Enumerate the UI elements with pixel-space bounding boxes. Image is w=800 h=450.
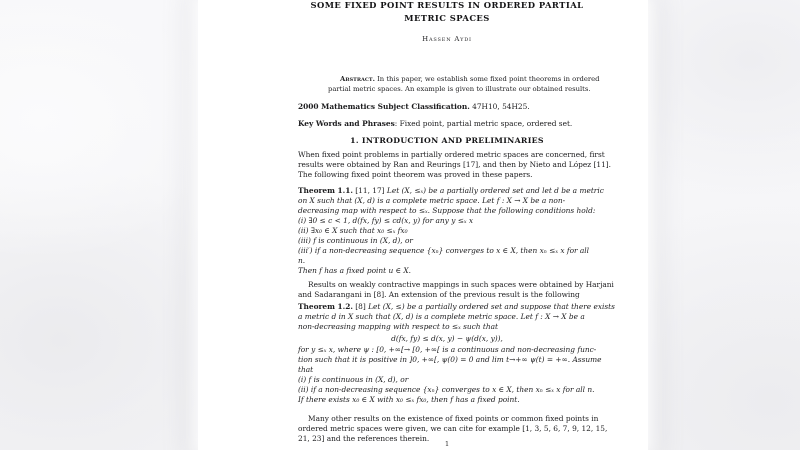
text-line: Then f has a fixed point u ∈ X. <box>298 266 412 275</box>
theorem-head-line <box>298 302 615 312</box>
abstract-line-2: partial metric spaces. An example is given to illustrate our obtained results. <box>328 84 591 93</box>
text-line: Results on weakly contractive mappings in such spaces were obtained by Harjani <box>308 280 614 289</box>
theorem-label: Theorem 1.2. <box>298 302 353 311</box>
text-line: (ii) if a non-decreasing sequence {xₙ} converges to x ∈ X, then xₙ ≤ₓ x for all n. <box>298 385 595 394</box>
text-line: (iii′) if a non-decreasing sequence {xₙ} converges to x ∈ X, then xₙ ≤ₓ x for all <box>298 246 590 255</box>
text-column <box>298 0 615 450</box>
text-line: (i) ∃0 ≤ c < 1, d(fx, fy) ≤ cd(x, y) for any y ≤ₓ x <box>298 216 474 225</box>
theorem-text: Let (X, ≤ₓ) be a partially ordered set and let d be a metric <box>386 186 604 195</box>
msc-value: 47H10, 54H25. <box>469 102 530 111</box>
keywords-line <box>298 119 596 129</box>
text-line: (ii) ∃x₀ ∈ X such that x₀ ≤ₓ fx₀ <box>298 226 408 235</box>
section-heading: 1. INTRODUCTION AND PRELIMINARIES <box>350 136 544 145</box>
abstract-line-1 <box>328 75 600 85</box>
text-line: a metric d in X such that (X, d) is a complete metric space. Let f : X → X be a <box>298 312 585 321</box>
theorem-1-1 <box>298 186 604 276</box>
msc-label: 2000 Mathematics Subject Classification. <box>298 102 470 111</box>
text-line: If there exists x₀ ∈ X with x₀ ≤ₓ fx₀, then f has a fixed point. <box>298 395 520 404</box>
text-line: decreasing map with respect to ≤ₓ. Suppose that the following conditions hold: <box>298 206 596 215</box>
text-line: ordered metric spaces were given, we can cite for example [1, 3, 5, 6, 7, 9, 12, 15, <box>298 424 608 433</box>
author-name: Hassen Aydi <box>422 35 472 43</box>
paragraph-harjani <box>298 280 614 300</box>
abstract-label: Abstract. <box>340 75 375 83</box>
theorem-text: Let (X, ≤) be a partially ordered set and suppose that there exists <box>368 302 615 311</box>
paper-page <box>198 0 648 450</box>
text-line: and Sadarangani in [8]. An extension of the previous result is the following <box>298 290 580 299</box>
text-line: n. <box>298 256 306 265</box>
text-line: that <box>298 365 314 374</box>
paragraph-intro <box>298 150 612 180</box>
abstract-text: In this paper, we establish some fixed point theorems in ordered <box>374 75 600 83</box>
theorem-ref: [8] <box>352 302 369 311</box>
text-line: results were obtained by Ran and Reurings [17], and then by Nieto and López [11]. <box>298 160 612 169</box>
msc-line <box>298 102 596 112</box>
theorem-label: Theorem 1.1. <box>298 186 353 195</box>
keywords-value: : Fixed point, partial metric space, ordered set. <box>394 119 573 128</box>
text-line: tion such that it is positive in ]0, +∞[, ψ(0) = 0 and lim t→+∞ ψ(t) = +∞. Assume <box>298 355 602 364</box>
theorem-ref: [11, 17] <box>352 186 387 195</box>
title-line-2: METRIC SPACES <box>404 13 490 23</box>
theorem-head-line <box>298 186 604 196</box>
display-equation: d(fx, fy) ≤ d(x, y) − ψ(d(x, y)), <box>391 334 503 343</box>
abstract <box>328 75 600 94</box>
text-line: non-decreasing mapping with respect to ≤ₓ such that <box>298 322 498 331</box>
text-line: 21, 23] and the references therein. <box>298 434 430 443</box>
text-line: The following fixed point theorem was proved in these papers. <box>298 170 533 179</box>
text-line: for y ≤ₓ x, where ψ : [0, +∞[→ [0, +∞[ is a continuous and non-decreasing func- <box>298 345 597 354</box>
text-line: on X such that (X, d) is a complete metric space. Let f : X → X be a non- <box>298 196 566 205</box>
paper-title <box>298 0 596 25</box>
keywords-label: Key Words and Phrases <box>298 119 395 128</box>
text-line: When fixed point problems in partially ordered metric spaces are concerned, first <box>298 150 605 159</box>
text-line: (iii) f is continuous in (X, d), or <box>298 236 413 245</box>
text-line: Many other results on the existence of fixed points or common fixed points in <box>308 414 599 423</box>
theorem-1-2 <box>298 302 615 405</box>
text-line: (i) f is continuous in (X, d), or <box>298 375 409 384</box>
title-line-1: SOME FIXED POINT RESULTS IN ORDERED PARTIAL <box>310 0 584 10</box>
page-number: 1 <box>444 440 450 448</box>
